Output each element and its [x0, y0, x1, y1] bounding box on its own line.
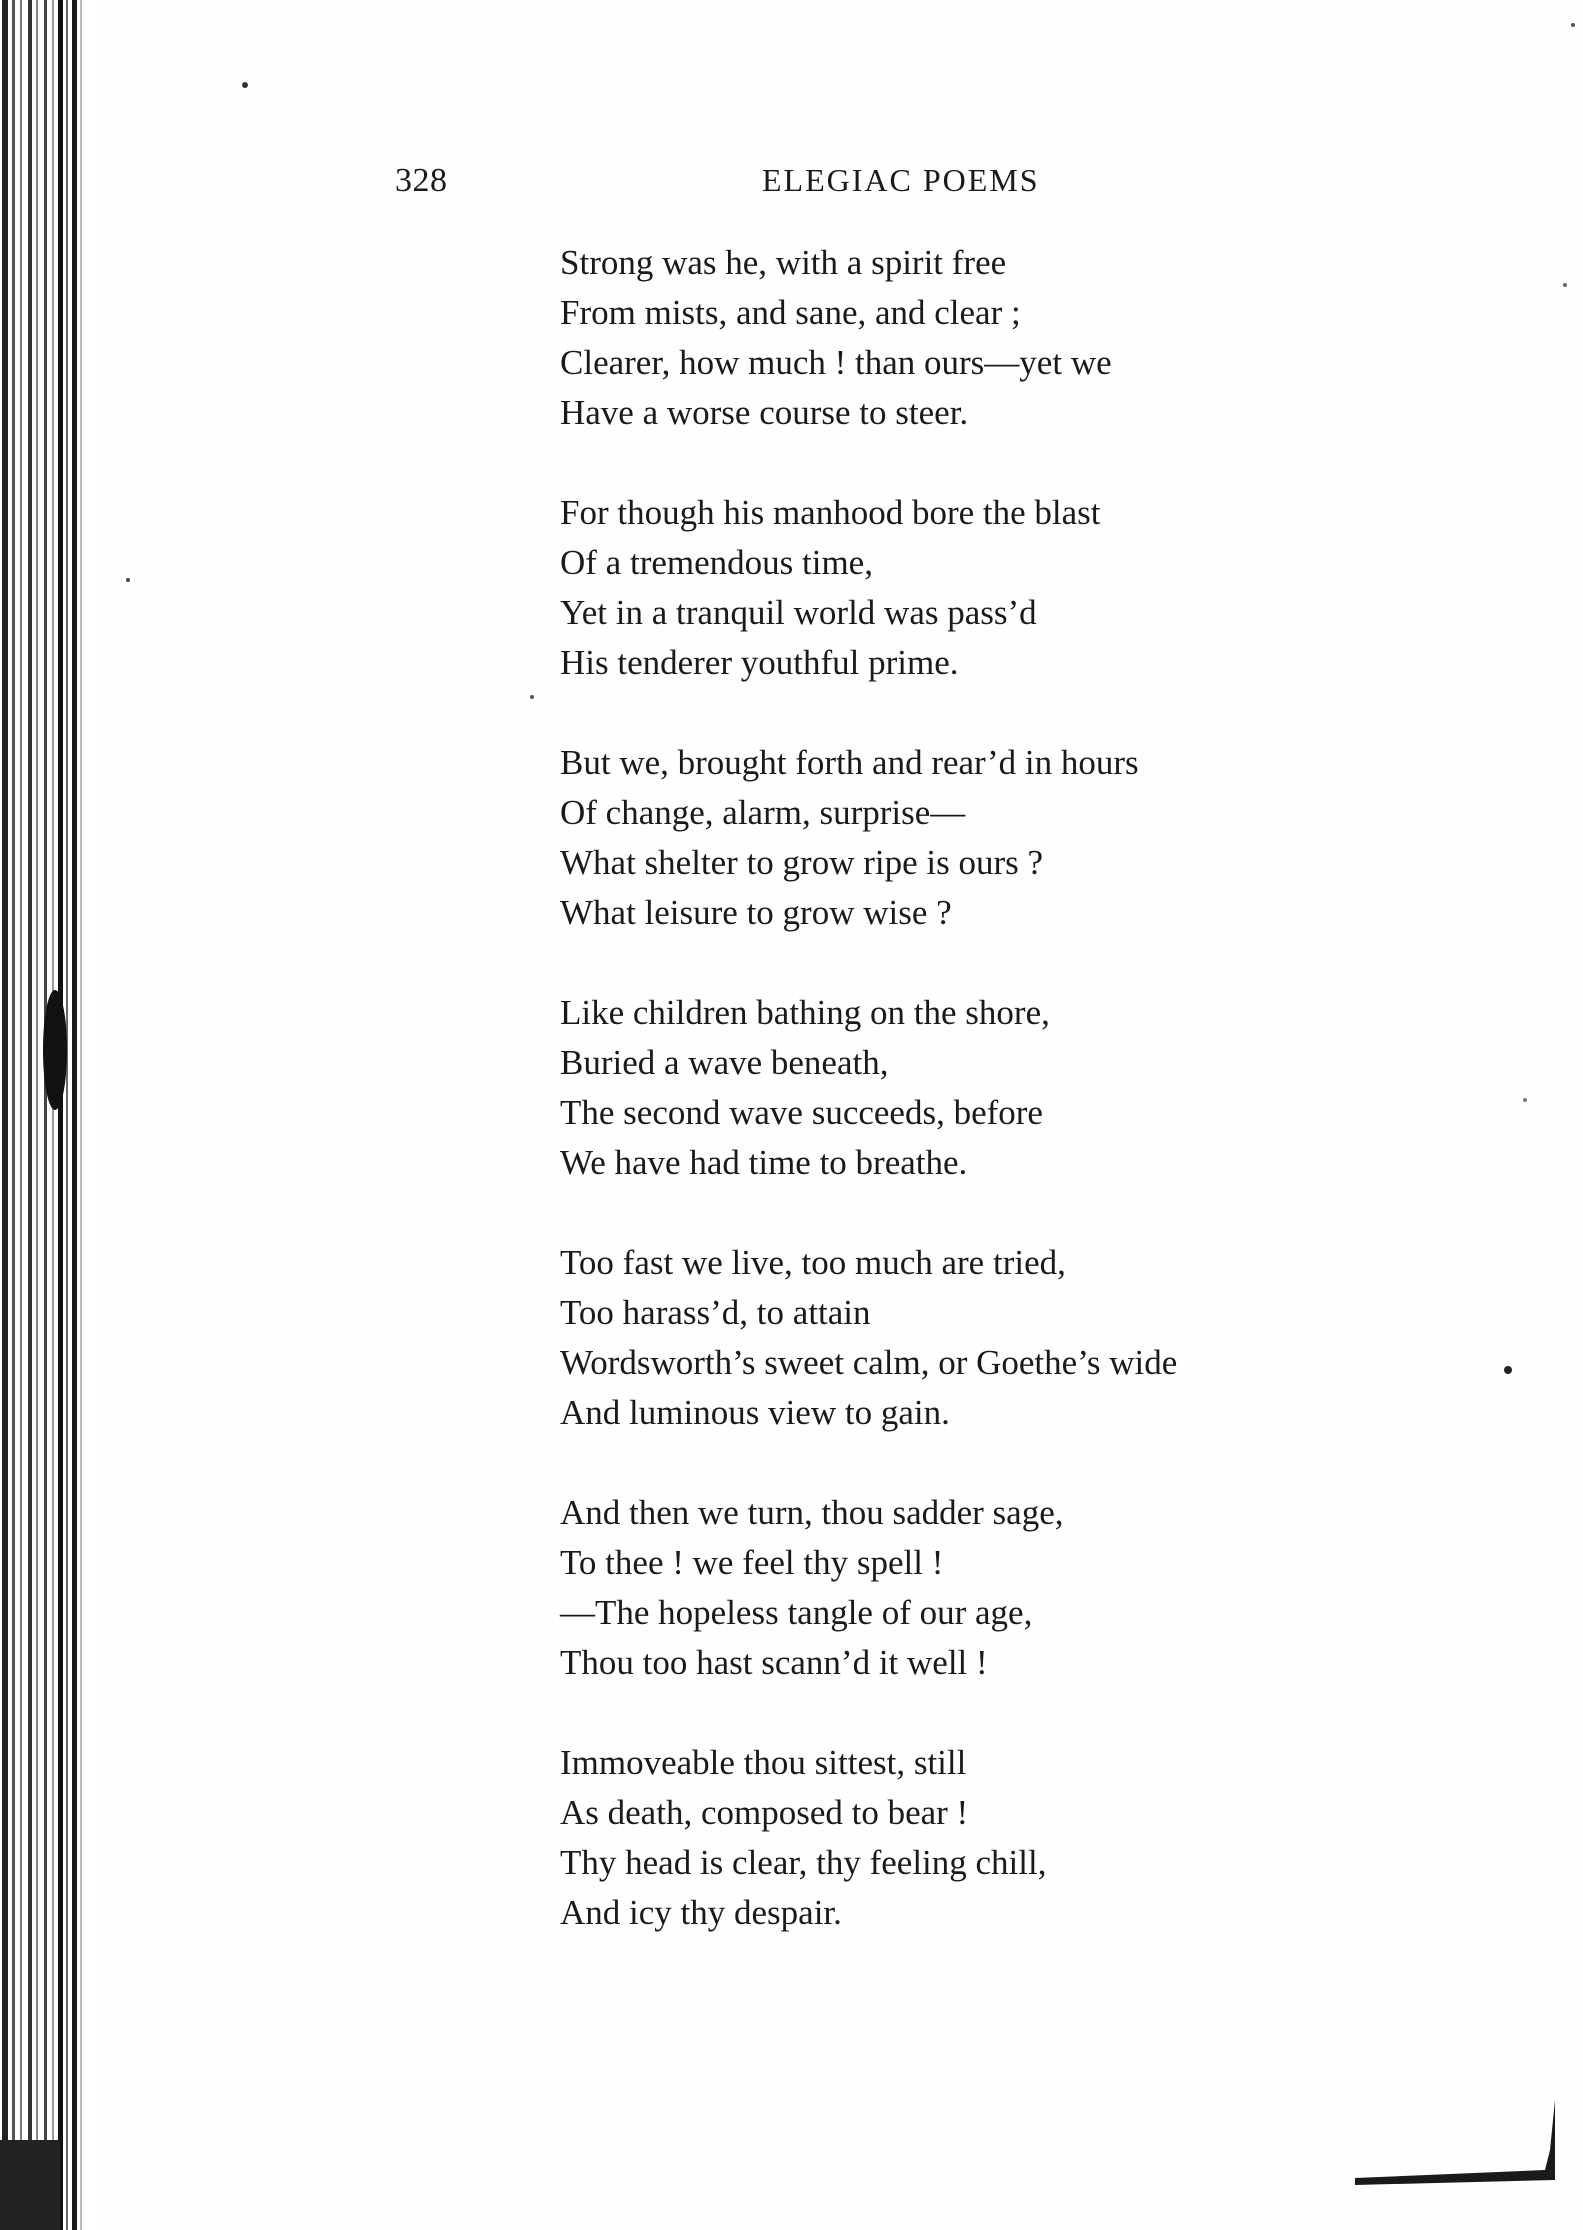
- poem-line: Of change, alarm, surprise—: [560, 793, 966, 832]
- poem-line: But we, brought forth and rear’d in hours: [560, 743, 1139, 782]
- poem-line: —The hopeless tangle of our age,: [560, 1593, 1033, 1632]
- poem-line: Thou too hast scann’d it well !: [560, 1643, 988, 1682]
- poem-line: And icy thy despair.: [560, 1893, 842, 1932]
- stanza: [560, 488, 1320, 688]
- poem-line: Buried a wave beneath,: [560, 1043, 889, 1082]
- poem-line: Immoveable thou sittest, still: [560, 1743, 967, 1782]
- poem-line: Have a worse course to steer.: [560, 393, 969, 432]
- poem-line: His tenderer youthful prime.: [560, 643, 959, 682]
- poem-line: As death, composed to bear !: [560, 1793, 969, 1832]
- running-head: ELEGIAC POEMS: [762, 162, 1040, 198]
- stanza: [560, 738, 1320, 938]
- stanza: [560, 988, 1320, 1188]
- stanza: [560, 1738, 1320, 1938]
- stanza: [560, 1238, 1320, 1438]
- poem-line: From mists, and sane, and clear ;: [560, 293, 1021, 332]
- poem-line: We have had time to breathe.: [560, 1143, 968, 1182]
- poem-line: And then we turn, thou sadder sage,: [560, 1493, 1064, 1532]
- poem-line: Yet in a tranquil world was pass’d: [560, 593, 1037, 632]
- binding-shadow: [0, 0, 100, 2230]
- poem-line: Of a tremendous time,: [560, 543, 873, 582]
- poem-line: And luminous view to gain.: [560, 1393, 950, 1432]
- stanza: [560, 1488, 1320, 1688]
- poem-line: The second wave succeeds, before: [560, 1093, 1043, 1132]
- stanza: [560, 238, 1320, 438]
- poem-line: Too harass’d, to attain: [560, 1293, 871, 1332]
- poem-line: Too fast we live, too much are tried,: [560, 1243, 1066, 1282]
- poem-line: Clearer, how much ! than ours—yet we: [560, 343, 1112, 382]
- poem-line: To thee ! we feel thy spell !: [560, 1543, 944, 1582]
- page-number: 328: [395, 162, 448, 199]
- poem-line: What leisure to grow wise ?: [560, 893, 952, 932]
- poem-line: Thy head is clear, thy feeling chill,: [560, 1843, 1047, 1882]
- poem-line: Wordsworth’s sweet calm, or Goethe’s wide: [560, 1343, 1178, 1382]
- poem-body: [560, 238, 1320, 1988]
- poem-line: Like children bathing on the shore,: [560, 993, 1050, 1032]
- poem-line: What shelter to grow ripe is ours ?: [560, 843, 1044, 882]
- poem-line: For though his manhood bore the blast: [560, 493, 1101, 532]
- poem-line: Strong was he, with a spirit free: [560, 243, 1007, 282]
